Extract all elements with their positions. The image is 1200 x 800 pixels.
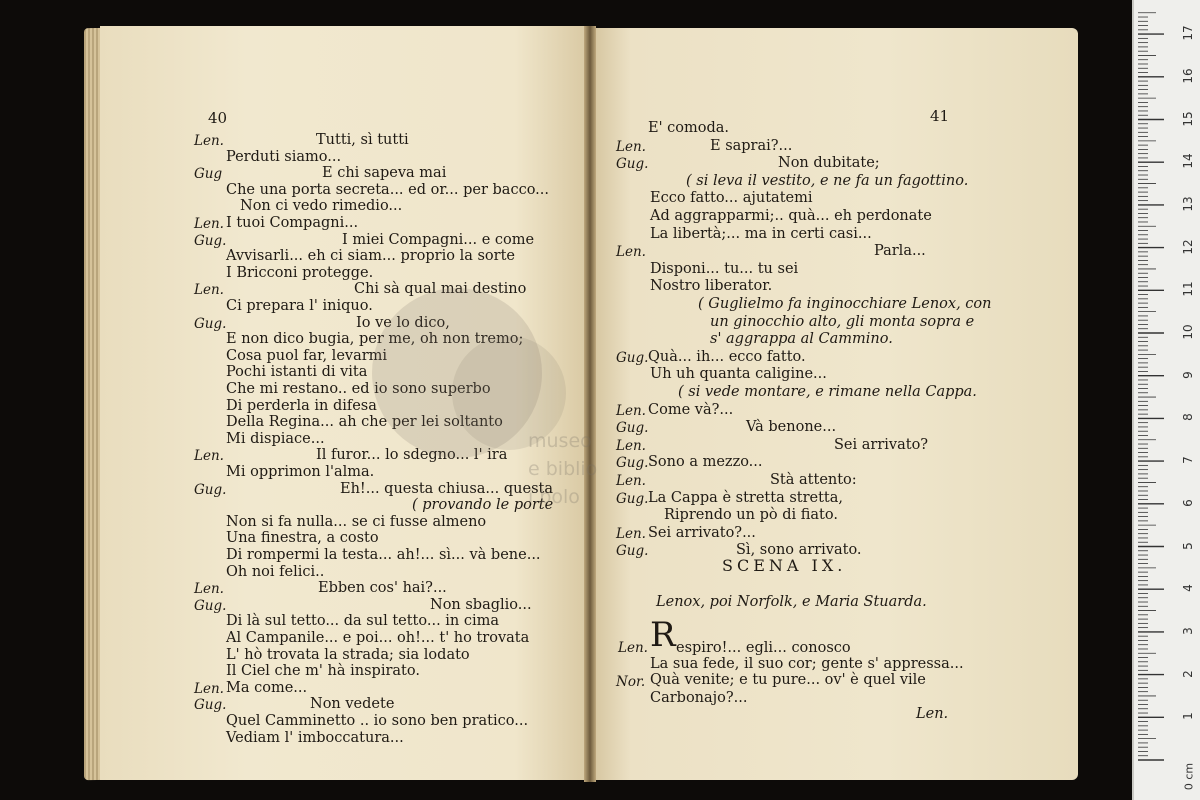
speaker-label: Len. [194, 216, 224, 232]
verse-line: Và benone... [746, 419, 837, 436]
verse-line: E' comoda. [648, 120, 730, 136]
watermark-text: museo [528, 430, 592, 452]
verse-line: Eh!... questa chiusa... questa [340, 480, 553, 497]
verse-line: Carbonajo?... [650, 690, 748, 706]
speaker-label: Gug. [616, 349, 649, 366]
speaker: Len. [618, 640, 648, 656]
speaker-label: Gug. [616, 543, 649, 560]
speaker-label: Len. [194, 133, 224, 149]
verse-line: Ebben cos' hai?... [318, 580, 447, 597]
speaker-label: Len. [194, 282, 224, 299]
speaker-label: Gug. [194, 481, 227, 498]
speaker-label: Len. [194, 581, 224, 598]
verse-line: Pochi istanti di vita [226, 364, 368, 381]
speaker: Nor. [616, 674, 646, 690]
stage-direction: ( si vede montare, e rimane nella Cappa. [678, 384, 977, 400]
ruler-number: 13 [1181, 196, 1195, 212]
verse-line: Chi sà qual mai destino [354, 281, 527, 298]
verse-line: La libertà;... ma in certi casi... [650, 225, 872, 242]
page-number: 40 [208, 109, 228, 127]
speaker-label: Gug. [194, 232, 227, 249]
verse-line: Perduti siamo... [226, 148, 342, 165]
verse-line: Io ve lo dico, [356, 314, 450, 331]
ruler-number: 2 [1181, 669, 1195, 678]
speaker-label: Len. [616, 473, 646, 489]
verse-line: Riprendo un pò di fiato. [664, 507, 838, 524]
verse-line: Ad aggrapparmi;.. quà... eh perdonate [650, 208, 932, 224]
verse-line: Cosa puol far, levarmi [226, 347, 388, 364]
speaker-label: Len. [616, 244, 646, 261]
ruler-number: 4 [1181, 584, 1195, 593]
verse-line: Quà venite; e tu pure... ov' è quel vile [650, 672, 926, 688]
speaker-label: Len. [616, 525, 646, 542]
ruler-unit-label: 0 cm [1182, 762, 1196, 791]
ruler-number: 1 [1181, 712, 1195, 721]
verse-line: Mi dispiace... [226, 430, 325, 447]
ruler-number: 3 [1181, 627, 1195, 635]
speaker-label: Gug [194, 166, 223, 183]
verse-line: Della Regina... ah che per lei soltanto [226, 414, 503, 431]
watermark-text: i bolo [528, 486, 580, 508]
speaker-label: Gug. [616, 455, 649, 472]
speaker-label: Len. [616, 402, 646, 419]
verse-line: Ecco fatto... ajutatemi [650, 190, 813, 207]
watermark-text: e biblio [528, 458, 598, 480]
verse-line: Parla... [874, 243, 926, 260]
verse-line: Il Ciel che m' hà inspirato. [226, 663, 420, 680]
verse-line: Di perderla in difesa [226, 397, 377, 414]
verse-line: Stà attento: [770, 472, 857, 488]
verse-line: Vediam l' imboccatura... [226, 729, 404, 746]
speaker-label: Gug. [616, 420, 649, 437]
stage-direction: ( si leva il vestito, e ne fa un fagottino. [686, 172, 969, 189]
speaker-label: Len. [616, 437, 646, 454]
ruler-number: 7 [1181, 456, 1195, 464]
verse-line: La Cappa è stretta stretta, [648, 489, 844, 506]
ruler-number: 9 [1181, 370, 1195, 379]
ruler-number: 14 [1181, 153, 1195, 169]
page-number: 41 [930, 107, 950, 125]
verse-line: Non sbaglio... [430, 596, 532, 613]
verse-line: Una finestra, a costo [226, 530, 379, 547]
verse-line: E chi sapeva mai [322, 165, 447, 182]
verse-line: Di là sul tetto... da sul tetto... in cima [226, 613, 500, 630]
ruler-number: 17 [1181, 25, 1195, 41]
verse-line: Che una porta secreta... ed or... per bacco... [226, 181, 549, 198]
verse-line: I miei Compagni... e come [342, 231, 535, 248]
speaker-label: Gug. [194, 597, 227, 614]
verse-line: Quà... ih... ecco fatto. [648, 348, 806, 365]
ruler-number: 6 [1181, 498, 1195, 507]
verse-line: I tuoi Compagni... [226, 215, 359, 231]
verse-line: Di rompermi la testa... ah!... sì... và bene... [226, 547, 541, 563]
speaker-label: Gug. [616, 156, 649, 173]
verse-line: Al Campanile... e poi... oh!... t' ho trovata [226, 630, 530, 646]
stage-direction: ( Guglielmo fa inginocchiare Lenox, con [698, 296, 992, 312]
verse-line: L' hò trovata la strada; sia lodato [226, 646, 470, 663]
verse-line: Avvisarli... eh ci siam... proprio la sorte [226, 248, 515, 265]
verse-line: Disponi... tu... tu sei [650, 260, 799, 277]
drop-cap: R [650, 615, 676, 655]
ruler-number: 12 [1181, 238, 1195, 255]
ruler-number: 5 [1181, 541, 1195, 550]
ruler-number: 8 [1181, 413, 1195, 422]
stage-direction: s' aggrappa al Cammino. [710, 331, 893, 348]
ruler-number: 10 [1181, 324, 1195, 340]
verse-line: E saprai?... [710, 137, 793, 154]
verse-line: Sei arrivato?... [648, 524, 756, 541]
ruler-number: 16 [1181, 68, 1195, 84]
verse-line: Il furor... lo sdegno... l' ira [316, 447, 508, 464]
ruler-number: 15 [1181, 110, 1195, 127]
speaker-label: Len. [194, 448, 224, 465]
speaker-label: Gug. [194, 315, 227, 332]
verse-line: Non si fa nulla... se ci fusse almeno [226, 513, 487, 530]
verse-line: Non ci vedo rimedio... [240, 198, 403, 215]
verse-line: Non vedete [310, 696, 395, 713]
verse-line: espiro!... egli... conosco [676, 640, 851, 656]
verse-line: Sei arrivato? [834, 436, 929, 453]
verse-line: Ma come... [226, 679, 308, 696]
speaker-label: Len. [616, 138, 646, 155]
scene-characters: Lenox, poi Norfolk, e Maria Stuarda. [656, 594, 927, 610]
verse-line: Sì, sono arrivato. [736, 542, 862, 559]
speaker-label: Len. [194, 680, 224, 697]
stage-direction: un ginocchio alto, gli monta sopra e [710, 313, 975, 330]
ruler-number: 11 [1181, 281, 1195, 297]
catchword: Len. [916, 706, 949, 722]
verse-line: E non dico bugia, per me, oh non tremo; [226, 331, 524, 348]
scene-title: SCENA IX. [722, 556, 847, 575]
verse-line: Non dubitate; [778, 155, 880, 172]
verse-line: Mi opprimon l'alma. [226, 464, 375, 480]
verse-line: La sua fede, il suo cor; gente s' appressa... [650, 656, 964, 672]
verse-line: Oh noi felici.. [226, 563, 325, 580]
verse-line: Che mi restano.. ed io sono superbo [226, 381, 491, 397]
book-gutter [584, 26, 596, 782]
verse-line: Quel Camminetto .. io sono ben pratico... [226, 713, 529, 729]
right-page [592, 28, 1078, 780]
speaker-label: Gug. [616, 490, 649, 507]
verse-line: Ci prepara l' iniquo. [226, 298, 373, 314]
stage-direction: ( provando le porte [412, 497, 554, 514]
verse-line: Uh uh quanta caligine... [650, 366, 827, 383]
verse-line: Sono a mezzo... [648, 454, 763, 471]
verse-line: Nostro liberator. [650, 278, 773, 295]
verse-line: I Bricconi protegge. [226, 264, 374, 281]
scale-ruler [1132, 0, 1200, 800]
speaker-label: Gug. [194, 697, 227, 714]
verse-line: Come và?... [648, 401, 734, 418]
verse-line: Tutti, sì tutti [316, 132, 409, 148]
